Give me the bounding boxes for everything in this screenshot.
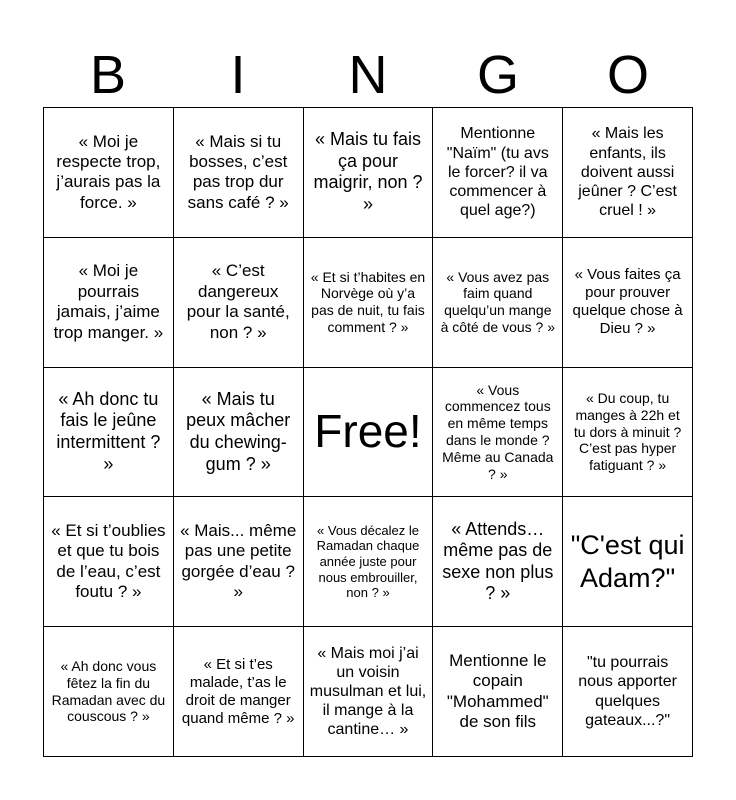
cell-text: « Moi je pourrais jamais, j’aime trop manger. » bbox=[53, 261, 164, 342]
cell-text: « Mais si tu bosses, c’est pas trop dur sans café ? » bbox=[187, 131, 289, 212]
cell-text: « Attends… même pas de sexe non plus ? » bbox=[442, 518, 554, 604]
cell-text: « Et si t’oublies et que tu bois de l’eau, c’est foutu ? » bbox=[51, 521, 166, 602]
bingo-cell[interactable] bbox=[174, 108, 304, 238]
cell-text: « Mais les enfants, ils doivent aussi jeûner ? C’est cruel ! » bbox=[578, 125, 677, 220]
bingo-cell[interactable] bbox=[433, 627, 563, 757]
cell-text: « Du coup, tu manges à 22h et tu dors à minuit ? C’est pas hyper fatiguant ? » bbox=[573, 390, 682, 474]
cell-text: « Ah donc vous fêtez la fin du Ramadan avec du couscous ? » bbox=[51, 658, 166, 725]
bingo-cell[interactable] bbox=[44, 108, 174, 238]
bingo-cell[interactable] bbox=[44, 497, 174, 627]
cell-text: « Mais tu peux mâcher du chewing-gum ? » bbox=[186, 388, 291, 474]
cell-text: « Moi je respecte trop, j’aurais pas la force. » bbox=[56, 131, 161, 212]
bingo-cell[interactable] bbox=[44, 238, 174, 368]
cell-text: "tu pourrais nous apporter quelques gateaux...?" bbox=[578, 654, 677, 729]
bingo-cell[interactable] bbox=[304, 108, 434, 238]
header-letter-o: O bbox=[606, 45, 649, 105]
cell-text: « Ah donc tu fais le jeûne intermittent ? » bbox=[56, 388, 161, 474]
cell-text: « Vous commencez tous en même temps dans le monde ? Même au Canada ? » bbox=[442, 381, 554, 482]
bingo-cell[interactable] bbox=[174, 368, 304, 498]
bingo-cell[interactable] bbox=[563, 627, 693, 757]
header-letter-g: G bbox=[476, 45, 519, 105]
cell-text: "C'est qui Adam?" bbox=[570, 530, 685, 593]
cell-text: « Mais moi j’ai un voisin musulman et lui, il mange à la cantine… » bbox=[309, 644, 427, 739]
bingo-cell[interactable] bbox=[304, 238, 434, 368]
bingo-cell[interactable] bbox=[433, 238, 563, 368]
bingo-cell[interactable] bbox=[174, 497, 304, 627]
header-letter-i: I bbox=[230, 45, 246, 105]
bingo-cell[interactable] bbox=[44, 627, 174, 757]
bingo-cell[interactable] bbox=[563, 238, 693, 368]
bingo-cell[interactable] bbox=[433, 497, 563, 627]
bingo-cell[interactable] bbox=[304, 627, 434, 757]
bingo-cell[interactable] bbox=[563, 108, 693, 238]
free-space-text: Free! bbox=[314, 405, 422, 458]
header-letter-n: N bbox=[348, 45, 388, 105]
cell-text: « Vous décalez le Ramadan chaque année juste pour nous embrouiller, non ? » bbox=[316, 522, 420, 601]
cell-text: « Et si t’habites en Norvège où y’a pas de nuit, tu fais comment ? » bbox=[310, 268, 426, 335]
cell-text: « Vous faites ça pour prouver quelque chose à Dieu ? » bbox=[572, 266, 683, 338]
bingo-cell[interactable] bbox=[563, 368, 693, 498]
header-letter-b: B bbox=[89, 45, 127, 105]
bingo-cell[interactable] bbox=[174, 238, 304, 368]
cell-text: « C’est dangereux pour la santé, non ? » bbox=[186, 261, 290, 342]
bingo-cell[interactable] bbox=[563, 497, 693, 627]
bingo-cell[interactable] bbox=[44, 368, 174, 498]
bingo-header bbox=[43, 44, 693, 106]
cell-text: Mentionne "Naïm" (tu avs le forcer? il va commencer à quel age?) bbox=[446, 125, 549, 220]
bingo-cell[interactable] bbox=[433, 368, 563, 498]
cell-text: « Vous avez pas faim quand quelqu’un mange à côté de vous ? » bbox=[440, 268, 555, 335]
bingo-card-grid bbox=[43, 107, 693, 757]
bingo-cell[interactable] bbox=[304, 497, 434, 627]
cell-text: « Mais tu fais ça pour maigrir, non ? » bbox=[313, 129, 423, 214]
cell-text: « Et si t’es malade, t’as le droit de manger quand même ? » bbox=[181, 655, 295, 727]
cell-text: « Mais... même pas une petite gorgée d’eau ? » bbox=[180, 521, 297, 602]
free-space-cell[interactable] bbox=[304, 368, 434, 498]
bingo-cell[interactable] bbox=[433, 108, 563, 238]
cell-text: Mentionne le copain "Mohammed" de son fils bbox=[446, 650, 549, 731]
bingo-cell[interactable] bbox=[174, 627, 304, 757]
